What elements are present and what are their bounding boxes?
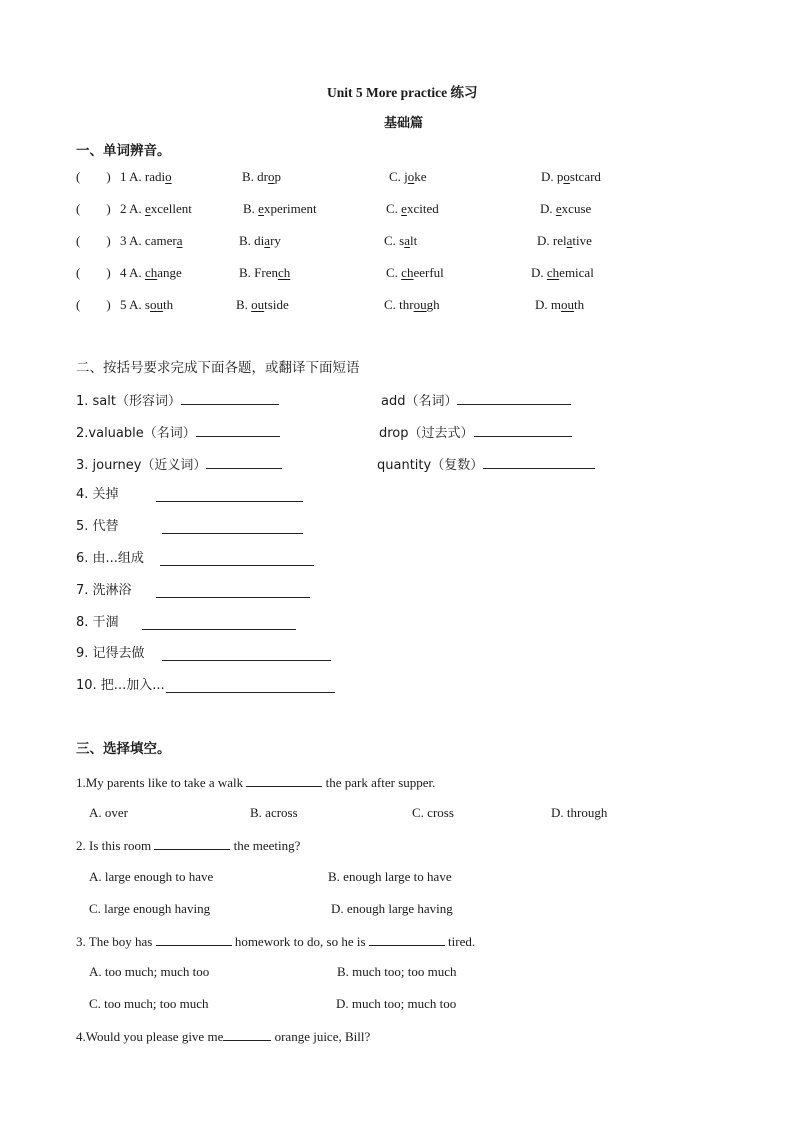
- row-number: 2: [120, 201, 127, 216]
- q3-stem-start: 3. The boy has: [76, 934, 153, 949]
- question-2: [76, 837, 300, 854]
- s2-item-1: [76, 392, 279, 410]
- page-subtitle: 基础篇: [384, 116, 424, 131]
- word-part: B. di: [239, 233, 265, 248]
- phonetic-row-1-option-d: [541, 169, 601, 185]
- underlined-letters: ou: [561, 297, 574, 312]
- word-part: stcard: [569, 169, 601, 184]
- word-part: A.: [129, 201, 145, 216]
- underlined-letters: ch: [401, 265, 414, 280]
- word-part: p: [274, 169, 281, 184]
- word-part: gh: [426, 297, 440, 312]
- s2-item-2: [76, 424, 280, 442]
- answer-blank[interactable]: [160, 553, 314, 566]
- word-part: xcuse: [561, 201, 592, 216]
- s2-item-3-label: 3. journey（近义词）: [76, 458, 207, 473]
- phonetic-row-2-option-c: [386, 201, 439, 217]
- word-part: ange: [157, 265, 182, 280]
- s2-item-1-label: 1. salt（形容词）: [76, 394, 181, 409]
- phonetic-row-5-option-b: [236, 297, 289, 313]
- underlined-letters: o: [407, 169, 415, 184]
- section2-heading: 二、按括号要求完成下面各题，或翻译下面短语: [76, 360, 360, 376]
- row-number: 5: [120, 297, 127, 312]
- row-number: 3: [120, 233, 127, 248]
- answer-blank[interactable]: [246, 774, 322, 787]
- word-part: B.: [236, 297, 252, 312]
- answer-bracket[interactable]: ( ): [76, 169, 111, 184]
- s2-item-10: 10. 把...加入...: [76, 678, 165, 693]
- word-part: D. p: [541, 169, 564, 184]
- answer-bracket[interactable]: ( ): [76, 265, 111, 280]
- s2-item-2b: [379, 424, 572, 442]
- answer-blank[interactable]: [483, 456, 595, 469]
- row-number: 4: [120, 265, 127, 280]
- word-part: B.: [243, 201, 259, 216]
- underlined-letters: o: [268, 169, 275, 184]
- q4-stem-start: 4.Would you please give me: [76, 1029, 224, 1044]
- underlined-letters: a: [264, 233, 271, 248]
- q1-stem-start: 1.My parents like to take a walk: [76, 775, 244, 790]
- answer-blank[interactable]: [154, 837, 230, 850]
- q1-option-b[interactable]: B. across: [250, 805, 298, 820]
- s2-item-2b-label: drop（过去式）: [379, 426, 474, 441]
- underlined-letters: ch: [144, 265, 158, 280]
- answer-blank[interactable]: [369, 933, 445, 946]
- phonetic-row-4-option-c: [386, 265, 444, 281]
- word-part: C. s: [384, 233, 405, 248]
- section1-heading: 一、单词辨音。: [76, 143, 171, 159]
- answer-blank[interactable]: [457, 392, 571, 405]
- answer-blank[interactable]: [142, 617, 296, 630]
- q2-stem-start: 2. Is this room: [76, 838, 152, 853]
- underlined-letters: o: [563, 169, 570, 184]
- phonetic-row-3-option-a: [120, 233, 182, 249]
- word-part: A.: [129, 265, 145, 280]
- phonetic-row-1-option-b: [242, 169, 281, 185]
- word-part: xperiment: [263, 201, 317, 216]
- word-part: eerful: [413, 265, 444, 280]
- answer-blank[interactable]: [474, 424, 572, 437]
- q1-option-a[interactable]: A. over: [89, 805, 128, 820]
- word-part: tive: [572, 233, 592, 248]
- phonetic-row-1-option-c: [389, 169, 427, 185]
- q1-option-c[interactable]: C. cross: [412, 805, 454, 820]
- underlined-letters: a: [404, 233, 411, 248]
- q2-option-c[interactable]: C. large enough having: [89, 901, 211, 916]
- word-part: D. rel: [537, 233, 567, 248]
- q2-option-b[interactable]: B. enough large to have: [328, 869, 452, 884]
- word-part: D. m: [535, 297, 561, 312]
- word-part: D.: [540, 201, 556, 216]
- word-part: ry: [270, 233, 281, 248]
- answer-blank[interactable]: [156, 585, 310, 598]
- phonetic-row-3-option-c: [384, 233, 417, 249]
- s2-item-8: 8. 干涸: [76, 615, 119, 630]
- phonetic-row-2-option-a: [120, 201, 192, 217]
- word-part: A. camer: [129, 233, 177, 248]
- underlined-letters: e: [555, 201, 562, 216]
- answer-blank[interactable]: [162, 648, 331, 661]
- word-part: A. radi: [129, 169, 166, 184]
- word-part: tside: [264, 297, 289, 312]
- underlined-letters: a: [566, 233, 573, 248]
- word-part: th: [163, 297, 174, 312]
- word-part: B. Fren: [239, 265, 278, 280]
- phonetic-row-2-option-d: [540, 201, 591, 217]
- underlined-letters: ou: [413, 297, 427, 312]
- answer-blank[interactable]: [181, 392, 279, 405]
- row-number: 1: [120, 169, 127, 184]
- phonetic-row-2-option-b: [243, 201, 317, 217]
- q3-option-c[interactable]: C. too much; too much: [89, 996, 209, 1011]
- s2-item-3: [76, 456, 282, 474]
- q2-option-d[interactable]: D. enough large having: [331, 901, 453, 916]
- phonetic-row-3-option-d: [537, 233, 592, 249]
- question-1: [76, 774, 435, 791]
- underlined-letters: e: [401, 201, 407, 216]
- question-3: [76, 933, 475, 950]
- underlined-letters: ou: [251, 297, 265, 312]
- underlined-letters: e: [258, 201, 264, 216]
- s2-item-7: 7. 洗淋浴: [76, 583, 132, 598]
- phonetic-row-3-option-b: [239, 233, 281, 249]
- word-part: A. s: [129, 297, 150, 312]
- word-part: ke: [414, 169, 427, 184]
- q3-option-d[interactable]: D. much too; much too: [336, 996, 457, 1011]
- phonetic-row-5-option-c: [384, 297, 440, 313]
- section3-heading: 三、选择填空。: [76, 741, 171, 757]
- phonetic-row-4-option-b: [239, 265, 290, 281]
- phonetic-row-4-option-d: [531, 265, 594, 281]
- underlined-letters: ch: [546, 265, 560, 280]
- word-part: B. dr: [242, 169, 268, 184]
- answer-bracket[interactable]: ( ): [76, 297, 111, 312]
- word-part: lt: [410, 233, 418, 248]
- s2-item-3b: [377, 456, 595, 474]
- answer-blank[interactable]: [196, 424, 280, 437]
- word-part: th: [574, 297, 585, 312]
- phonetic-row-4-option-a: [120, 265, 182, 281]
- question-4: [76, 1028, 370, 1045]
- underlined-letters: ou: [150, 297, 163, 312]
- answer-blank[interactable]: [156, 489, 303, 502]
- answer-blank[interactable]: [162, 521, 303, 534]
- underlined-letters: o: [165, 169, 172, 184]
- word-part: C.: [386, 265, 402, 280]
- word-part: emical: [559, 265, 594, 280]
- answer-blank[interactable]: [156, 933, 232, 946]
- q3-option-a[interactable]: A. too much; much too: [89, 964, 210, 979]
- s2-item-5: 5. 代替: [76, 519, 119, 534]
- answer-blank[interactable]: [223, 1028, 271, 1041]
- s2-item-6: 6. 由...组成: [76, 551, 144, 566]
- phonetic-row-5-option-d: [535, 297, 584, 313]
- q1-option-d[interactable]: D. through: [551, 805, 608, 820]
- underlined-letters: a: [176, 233, 183, 248]
- s2-item-3b-label: quantity（复数）: [377, 458, 484, 473]
- s2-item-1b: [381, 392, 571, 410]
- word-part: C. thr: [384, 297, 414, 312]
- word-part: D.: [531, 265, 547, 280]
- q3-option-b[interactable]: B. much too; too much: [337, 964, 457, 979]
- answer-blank[interactable]: [166, 680, 335, 693]
- underlined-letters: e: [144, 201, 151, 216]
- s2-item-1b-label: add（名词）: [381, 394, 458, 409]
- answer-blank[interactable]: [206, 456, 282, 469]
- word-part: C.: [386, 201, 402, 216]
- q2-option-a[interactable]: A. large enough to have: [89, 869, 214, 884]
- q4-stem-end: orange juice, Bill?: [274, 1029, 371, 1044]
- s2-item-9: 9. 记得去做: [76, 646, 145, 661]
- q3-stem-mid: homework to do, so he is: [234, 934, 366, 949]
- phonetic-row-1-option-a: [120, 169, 172, 185]
- q2-stem-end: the meeting?: [233, 838, 301, 853]
- q3-stem-end: tired.: [448, 934, 476, 949]
- s2-item-2-label: 2.valuable（名词）: [76, 426, 196, 441]
- q1-stem-end: the park after supper.: [325, 775, 436, 790]
- answer-bracket[interactable]: ( ): [76, 201, 111, 216]
- word-part: xcited: [406, 201, 439, 216]
- answer-bracket[interactable]: ( ): [76, 233, 111, 248]
- page-title: Unit 5 More practice 练习: [327, 85, 478, 100]
- word-part: C. j: [389, 169, 408, 184]
- underlined-letters: ch: [278, 265, 291, 280]
- s2-item-4: 4. 关掉: [76, 487, 119, 502]
- phonetic-row-5-option-a: [120, 297, 173, 313]
- word-part: xcellent: [150, 201, 192, 216]
